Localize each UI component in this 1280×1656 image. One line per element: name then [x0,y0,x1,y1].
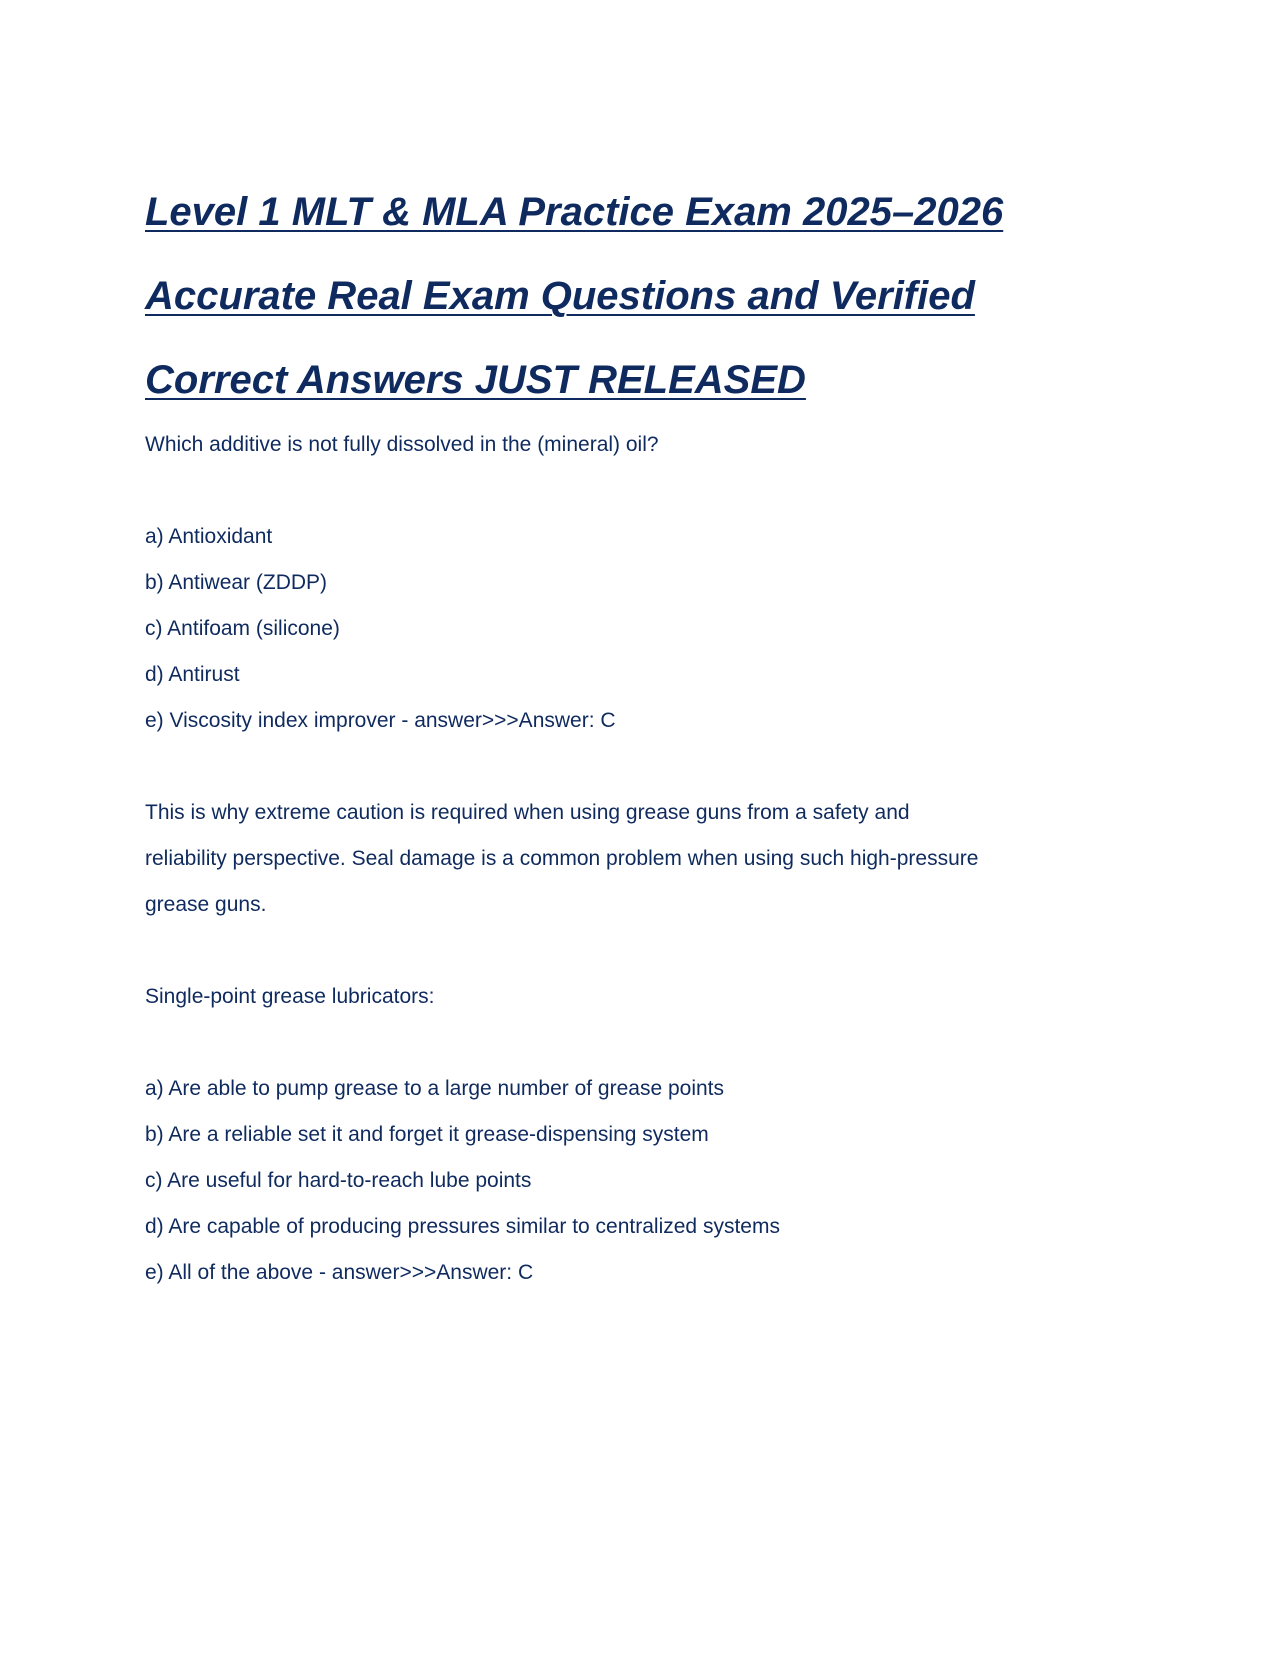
question-2 [145,974,1145,1296]
paragraph-line-3: grease guns. [145,893,267,916]
question-1 [145,422,1145,744]
spacer [145,1020,1145,1066]
question-1-option-d: d) Antirust [145,663,240,686]
question-1-option-e: e) Viscosity index improver - answer>>>Answer: C [145,709,616,732]
question-2-option-b: b) Are a reliable set it and forget it grease-dispensing system [145,1123,709,1146]
paragraph-line-2: reliability perspective. Seal damage is a common problem when using such high-pressure [145,847,979,870]
spacer [145,928,1145,974]
question-2-text: Single-point grease lubricators: [145,985,435,1008]
title-line-2: Accurate Real Exam Questions and Verified [145,274,975,318]
question-1-text: Which additive is not fully dissolved in the (mineral) oil? [145,433,659,456]
paragraph-line-1: This is why extreme caution is required when using grease guns from a safety and [145,801,910,824]
question-1-option-a: a) Antioxidant [145,525,273,548]
question-1-option-b: b) Antiwear (ZDDP) [145,571,328,594]
document-title [145,170,1145,422]
question-2-option-c: c) Are useful for hard-to-reach lube points [145,1169,532,1192]
question-1-option-c: c) Antifoam (silicone) [145,617,340,640]
title-line-3: Correct Answers JUST RELEASED [145,358,806,402]
question-2-option-a: a) Are able to pump grease to a large number of grease points [145,1077,725,1100]
question-2-option-e: e) All of the above - answer>>>Answer: C [145,1261,534,1284]
title-line-1: Level 1 MLT & MLA Practice Exam 2025–2026 [145,190,1004,234]
document-page [145,170,1145,1296]
spacer [145,468,1145,514]
document-body [145,422,1145,1296]
spacer [145,744,1145,790]
explanation-paragraph [145,790,1145,928]
question-2-option-d: d) Are capable of producing pressures similar to centralized systems [145,1215,780,1238]
